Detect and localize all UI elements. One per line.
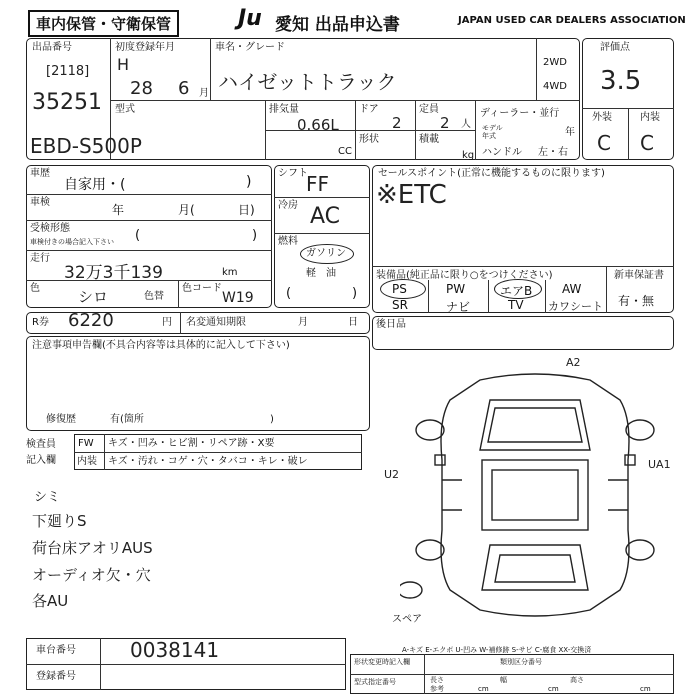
ju-logo: Ju [238,6,262,31]
chassis-value: 0038141 [130,638,220,662]
capacity-value: 2 [440,114,450,132]
length-label: 長さ [430,676,444,684]
equip-aw: AW [562,282,582,296]
recycle-label: R券 [32,317,49,328]
payload-unit: kg [462,150,475,161]
width-label: 幅 [500,676,507,684]
legend: A-キズ E-エクボ U-凹み W-補修跡 S-サビ C-腐食 XX-交換済 [402,646,592,654]
note-line-3: 荷台床アオリAUS [32,539,153,557]
inspection-label: 車検 [30,197,50,208]
note-line-4: オーディオ欠・穴 [32,566,151,584]
car-name-label: 車名・グレード [215,42,285,53]
equip-navi: ナビ [446,300,471,314]
registration-era: H [117,55,130,74]
month-unit: 月 [199,88,209,99]
name-change-day: 日 [348,317,358,328]
inspector-row1-tag: FW [78,438,94,449]
new-car-warranty-value: 有・無 [618,294,655,308]
displacement-value: 0.66L [297,116,339,134]
color-code-label: 色コード [182,283,222,294]
name-change-label: 名変通知期限 [186,317,246,328]
inspector-row1: キズ・凹み・ヒビ割・リペア跡・X要 [108,438,275,449]
ref-label: 参考 [430,685,444,693]
note-line-5: 各AU [32,592,69,610]
sales-point-value: ※ETC [376,180,447,210]
cat-no-label: 類別区分番号 [500,658,542,666]
association-name: JAPAN USED CAR DEALERS ASSOCIATION [458,15,686,26]
four-wd-label: 4WD [543,81,567,92]
two-wd-label: 2WD [543,57,567,68]
cm-2: cm [548,685,559,693]
inspection-day: 日) [238,203,255,217]
fuel-open: ( [286,286,292,301]
spare-label: スペア [392,614,422,625]
reg-number-label: 登録番号 [36,671,76,682]
new-car-warranty-label: 新車保証書 [614,270,664,281]
back-day-label: 後日品 [376,319,406,330]
color-value: シロ [78,288,109,306]
inspector-label-1: 検査員 [26,439,56,450]
equipment-label: 装備品(純正品に限り○をつけください) [376,270,553,281]
height-label: 高さ [570,676,584,684]
first-registration-label: 初度登録年月 [115,42,175,53]
transfer-open: ( [135,228,141,243]
inspector-row2: キズ・汚れ・コゲ・穴・タバコ・キレ・破レ [108,456,308,467]
note-line-2: 下廻りS [32,512,87,530]
repair-label: 修復歴 [46,414,76,425]
note-line-1: シミ [34,490,61,505]
dealer-label: ディーラー・並行 [480,108,560,119]
inspector-row2-tag: 内装 [77,456,97,467]
handle-lr: 左・右 [538,147,568,158]
storage-label: 車内保管・守衛保管 [28,10,179,37]
diagram-mark-right: UA1 [648,458,671,471]
fuel-label: 燃料 [278,236,298,247]
transfer-sub: 車検付きの場合記入下さい [30,238,114,246]
displacement-label: 排気量 [269,104,299,115]
shift-label: シフト [278,168,308,179]
history-section [26,165,272,308]
mileage-unit: km [222,267,238,278]
inspection-year: 年 [112,203,125,217]
equip-leather: カワシート [548,300,603,313]
lot-number: 35251 [32,90,102,115]
cm-3: cm [640,685,651,693]
registration-year: 28 [130,78,153,99]
sales-point-label: セールスポイント(正常に機能するものに限ります) [378,168,605,179]
mileage-label: 走行 [30,253,50,264]
model-label: 型式 [115,104,135,115]
history-label: 車歴 [30,168,50,179]
equip-pw: PW [446,282,466,296]
lot-sub-number: [2118] [46,64,90,79]
ac-label: 冷房 [278,200,298,211]
registration-month: 6 [178,78,190,99]
transfer-label: 受検形態 [30,223,70,234]
capacity-unit: 人 [461,119,471,130]
repair-value: 有(箇所 [110,414,144,425]
capacity-label: 定員 [419,104,439,115]
shift-value: FF [306,172,330,196]
doors-value: 2 [392,114,402,132]
color-change-label: 色替 [144,291,164,302]
fuel-gasoline: ガソリン [306,248,346,259]
equip-sr: SR [392,298,408,312]
lot-number-label: 出品番号 [32,42,72,53]
handle-label: ハンドル [482,147,522,158]
fuel-diesel: 軽 油 [306,268,336,279]
recycle-unit: 円 [162,317,172,328]
ac-value: AC [310,204,341,229]
brand-title: 愛知 出品申込書 [275,15,400,35]
fix-no-label: 型式指定番号 [354,678,396,686]
doors-label: ドア [359,104,379,115]
exterior-grade: C [597,131,611,155]
displacement-unit: CC [338,146,352,157]
back-day-section [372,316,674,350]
transfer-close: ) [252,228,258,243]
diagram-mark-top: A2 [566,356,581,369]
exterior-label: 外装 [592,112,612,123]
grade-label: 評価点 [600,42,630,53]
cm-1: cm [478,685,489,693]
recycle-value: 6220 [68,310,114,331]
shape-label: 形状 [359,134,379,145]
diagram-mark-left: U2 [384,468,400,481]
model-year-unit: 年 [565,127,575,138]
mileage-value: 32万3千139 [64,263,163,283]
interior-grade: C [640,131,654,155]
car-name-value: ハイゼットトラック [218,70,397,94]
payload-label: 積載 [419,134,439,145]
inspector-label-2: 記入欄 [26,455,56,466]
equip-tv: TV [508,298,524,312]
history-value: 自家用・( [64,177,126,193]
model-year-label: モデル年式 [482,124,503,140]
name-change-month: 月 [298,317,308,328]
color-code-value: W19 [222,290,254,306]
repair-close: ) [270,414,274,425]
interior-label: 内装 [640,112,660,123]
model-value: EBD-S500P [30,134,142,158]
equip-airbag: エアB [500,284,533,298]
format-label: 形状変更時記入欄 [354,658,410,666]
inspection-month: 月( [178,203,195,217]
chassis-label: 車台番号 [36,645,76,656]
history-close: ) [246,174,252,190]
car-damage-diagram [400,360,670,630]
equip-ps: PS [392,282,407,296]
color-label: 色 [30,283,40,294]
notes-label: 注意事項申告欄(不具合内容等は具体的に記入して下さい) [32,340,290,351]
grade-value: 3.5 [600,66,642,96]
fuel-close: ) [352,286,358,301]
